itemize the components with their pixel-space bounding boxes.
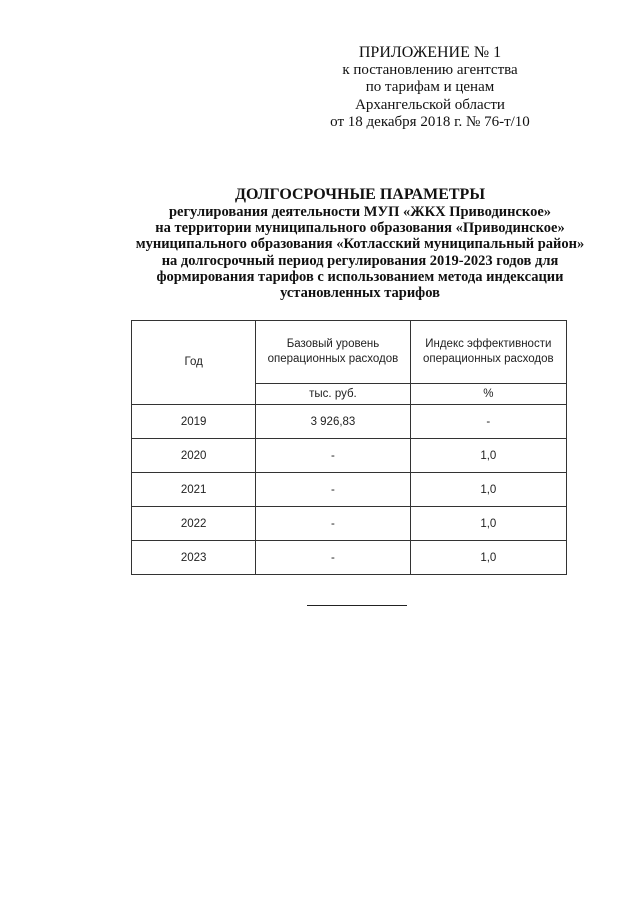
title-line: регулирования деятельности МУП «ЖКХ Приводинское» <box>168 204 552 220</box>
header-base-level-line: Базовый уровень <box>286 338 380 350</box>
title-line: на долгосрочный период регулирования 2019-2023 годов для <box>161 252 559 269</box>
appendix-line: по тарифам и ценам <box>365 79 495 95</box>
cell-base-level: - <box>256 541 410 575</box>
cell-year: 2023 <box>132 541 256 575</box>
document-title-block <box>80 186 640 301</box>
cell-efficiency-index: 1,0 <box>410 541 566 575</box>
table-row <box>132 507 567 541</box>
cell-base-level: - <box>256 439 410 473</box>
cell-efficiency-index: 1,0 <box>410 439 566 473</box>
header-year: Год <box>132 321 256 405</box>
parameters-table <box>131 320 567 575</box>
title-line: на территории муниципального образования «Приводинское» <box>155 220 565 237</box>
appendix-line: к постановлению агентства <box>342 61 518 78</box>
document-title: ДОЛГОСРОЧНЫЕ ПАРАМЕТРЫ <box>234 186 486 203</box>
header-efficiency-index-line: операционных расходов <box>422 353 554 365</box>
cell-year: 2020 <box>132 439 256 473</box>
table-row <box>132 439 567 473</box>
table-row <box>132 405 567 439</box>
table-header-row <box>132 321 567 384</box>
title-line: муниципального образования «Котласский муниципальный район» <box>135 236 585 253</box>
cell-year: 2019 <box>132 405 256 439</box>
header-base-level <box>256 321 410 384</box>
cell-efficiency-index: - <box>410 405 566 439</box>
appendix-line: Архангельской области <box>355 96 505 113</box>
cell-base-level: 3 926,83 <box>256 405 410 439</box>
title-line: формирования тарифов с использованием метода индексации <box>156 268 564 285</box>
header-efficiency-index-line: Индекс эффективности <box>425 338 552 350</box>
cell-efficiency-index: 1,0 <box>410 473 566 507</box>
title-line: установленных тарифов <box>280 285 440 302</box>
appendix-date-line: от 18 декабря 2018 г. № 76-т/10 <box>330 114 530 130</box>
closing-separator-line <box>307 605 407 606</box>
header-efficiency-index <box>410 321 566 384</box>
appendix-number: ПРИЛОЖЕНИЕ № 1 <box>358 44 502 61</box>
header-base-level-line: операционных расходов <box>267 353 399 365</box>
cell-efficiency-index: 1,0 <box>410 507 566 541</box>
unit-base-level: тыс. руб. <box>256 384 410 405</box>
table-row <box>132 541 567 575</box>
cell-year: 2022 <box>132 507 256 541</box>
cell-base-level: - <box>256 507 410 541</box>
table-row <box>132 473 567 507</box>
appendix-header <box>300 44 560 132</box>
cell-base-level: - <box>256 473 410 507</box>
unit-efficiency-index: % <box>410 384 566 405</box>
cell-year: 2021 <box>132 473 256 507</box>
